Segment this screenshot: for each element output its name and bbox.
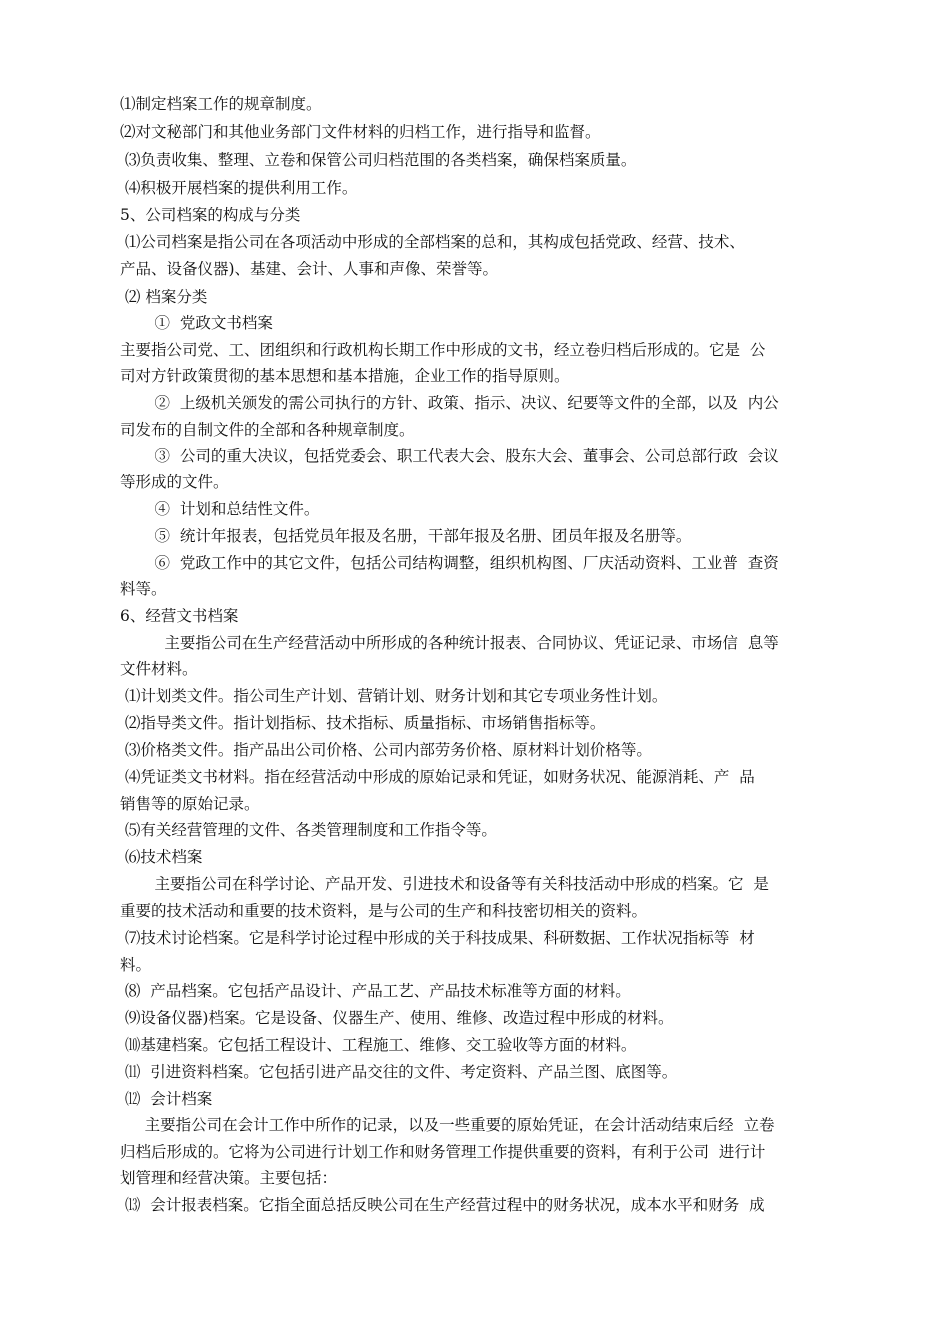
text-line: ② 上级机关颁发的需公司执行的方针、政策、指示、决议、纪要等文件的全部，以及 内公 bbox=[120, 394, 779, 412]
text-line: ⑶负责收集、整理、立卷和保管公司归档范围的各类档案，确保档案质量。 bbox=[120, 151, 637, 169]
text-line: 主要指公司在会计工作中所作的记录，以及一些重要的原始凭证，在会计活动结束后经 立卷 bbox=[120, 1116, 775, 1134]
text-line: 司对方针政策贯彻的基本思想和基本措施，企业工作的指导原则。 bbox=[120, 367, 570, 385]
text-line: ⑴公司档案是指公司在各项活动中形成的全部档案的总和，其构成包括党政、经营、技术、 bbox=[120, 233, 745, 251]
text-line: ⑻ 产品档案。它包括产品设计、产品工艺、产品技术标准等方面的材料。 bbox=[120, 982, 631, 1000]
text-line: 等形成的文件。 bbox=[120, 473, 229, 491]
text-line: 料等。 bbox=[120, 580, 167, 598]
text-line: ③ 公司的重大决议，包括党委会、职工代表大会、股东大会、董事会、公司总部行政 会议 bbox=[120, 447, 779, 465]
text-line: 主要指公司党、工、团组织和行政机构长期工作中形成的文书，经立卷归档后形成的。它是 公 bbox=[120, 341, 766, 359]
text-line: ⑴计划类文件。指公司生产计划、营销计划、财务计划和其它专项业务性计划。 bbox=[120, 687, 668, 705]
text-line: ⑾ 引进资料档案。它包括引进产品交往的文件、考定资料、产品兰图、底图等。 bbox=[120, 1063, 678, 1081]
text-line: ⑤ 统计年报表，包括党员年报及名册，干部年报及名册、团员年报及名册等。 bbox=[120, 527, 692, 545]
text-line: ⑽基建档案。它包括工程设计、工程施工、维修、交工验收等方面的材料。 bbox=[120, 1036, 637, 1054]
text-line: 司发布的自制文件的全部和各种规章制度。 bbox=[120, 421, 415, 439]
text-line: ⑷积极开展档案的提供利用工作。 bbox=[120, 179, 358, 197]
subheading: ① 党政文书档案 bbox=[120, 314, 273, 332]
section-heading: 6、经营文书档案 bbox=[120, 607, 239, 625]
text-line: ⑺技术讨论档案。它是科学讨论过程中形成的关于科技成果、科研数据、工作状况指标等 材 bbox=[120, 929, 755, 947]
text-line: 重要的技术活动和重要的技术资料，是与公司的生产和科技密切相关的资料。 bbox=[120, 902, 648, 920]
subheading: ⑹技术档案 bbox=[120, 848, 203, 866]
text-line: 料。 bbox=[120, 956, 152, 974]
text-line: 主要指公司在科学讨论、产品开发、引进技术和设备等有关科技活动中形成的档案。它 是 bbox=[120, 875, 769, 893]
text-line: ⑵指导类文件。指计划指标、技术指标、质量指标、市场销售指标等。 bbox=[120, 714, 606, 732]
text-line: ⑴制定档案工作的规章制度。 bbox=[120, 95, 322, 113]
text-line: ⑸有关经营管理的文件、各类管理制度和工作指令等。 bbox=[120, 821, 497, 839]
text-line: ⒀ 会计报表档案。它指全面总括反映公司在生产经营过程中的财务状况，成本水平和财务 成 bbox=[120, 1196, 765, 1214]
section-heading: 5、公司档案的构成与分类 bbox=[120, 206, 301, 224]
subheading: ⑿ 会计档案 bbox=[120, 1090, 213, 1108]
text-line: 文件材料。 bbox=[120, 660, 198, 678]
text-line: ⑷凭证类文书材料。指在经营活动中形成的原始记录和凭证，如财务状况、能源消耗、产 品 bbox=[120, 768, 755, 786]
text-line: ⑼设备仪器)档案。它是设备、仪器生产、使用、维修、改造过程中形成的材料。 bbox=[120, 1009, 674, 1027]
text-line: 销售等的原始记录。 bbox=[120, 795, 260, 813]
text-line: 归档后形成的。它将为公司进行计划工作和财务管理工作提供重要的资料，有利于公司 进行计 bbox=[120, 1143, 766, 1161]
text-line: ⑥ 党政工作中的其它文件，包括公司结构调整，组织机构图、厂庆活动资料、工业普 查资 bbox=[120, 554, 779, 572]
text-line: 主要指公司在生产经营活动中所形成的各种统计报表、合同协议、凭证记录、市场信 息等 bbox=[120, 634, 779, 652]
text-line: ⑶价格类文件。指产品出公司价格、公司内部劳务价格、原材料计划价格等。 bbox=[120, 741, 652, 759]
text-line: ⑵ 档案分类 bbox=[120, 288, 208, 306]
text-line: ④ 计划和总结性文件。 bbox=[120, 500, 320, 518]
text-line: ⑵对文秘部门和其他业务部门文件材料的归档工作，进行指导和监督。 bbox=[120, 123, 601, 141]
text-line: 产品、设备仪器)、基建、会计、人事和声像、荣誉等。 bbox=[120, 260, 499, 278]
text-line: 划管理和经营决策。主要包括： bbox=[120, 1169, 338, 1187]
